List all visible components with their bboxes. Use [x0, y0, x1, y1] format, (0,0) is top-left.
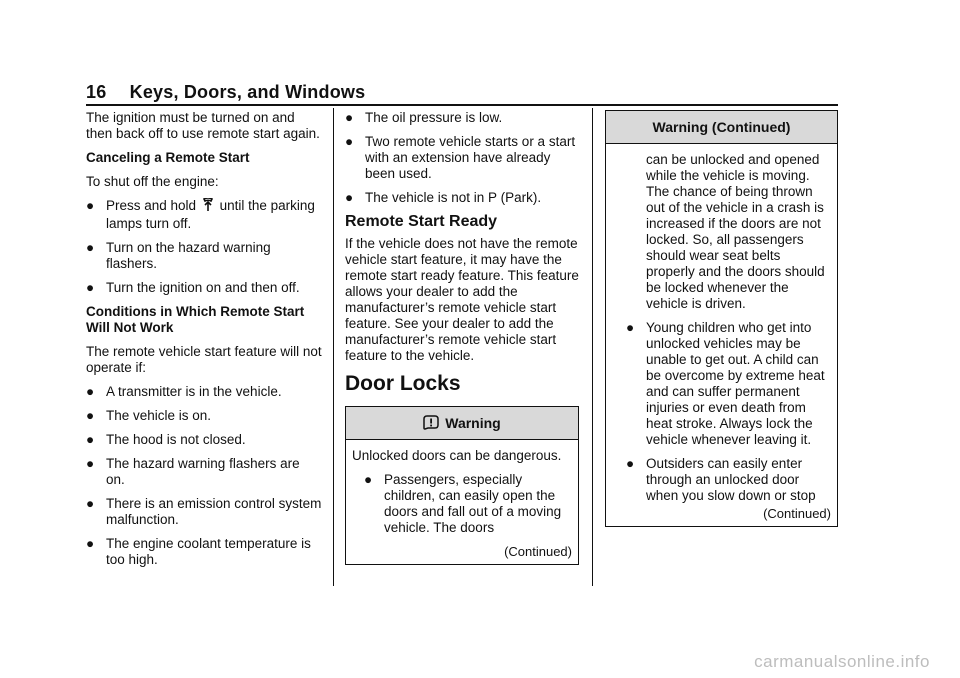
subheading-remote-start-ready: Remote Start Ready [345, 213, 498, 230]
list-item: ● A transmitter is in the vehicle. [86, 384, 282, 399]
column-divider-2 [592, 108, 593, 586]
warning-text: Unlocked doors can be dangerous. [352, 448, 562, 463]
column-3 [605, 110, 838, 527]
column-2 [345, 110, 579, 565]
watermark: carmanualsonline.info [754, 652, 930, 671]
bullet: ● [86, 198, 95, 213]
paragraph: If the vehicle does not have the remote vehicle start feature, it may have the remote start ready feature. This feature allows your dealer to add the manufacturer’s remote vehicle start feature. See your dealer to add the manufacturer’s remote vehicle start feature to the vehicle. [345, 236, 579, 363]
list-item: ● The engine coolant temperature is too high. [86, 536, 311, 567]
header-rule [86, 104, 838, 106]
list-item: ● The vehicle is on. [86, 408, 212, 423]
list-item: ● Young children who get into unlocked vehicles may be unable to get out. A child can be overcome by extreme heat and can suffer permanent injuries or even death from heat stroke. Always lock the vehicle whenever leaving it. [626, 320, 825, 447]
warning-header: Warning (Continued) [606, 111, 837, 144]
warning-body [606, 144, 837, 526]
list-item: ● Turn on the hazard warning flashers. [86, 240, 271, 271]
list-item: ● Outsiders can easily enter through an unlocked door when you slow down or stop [626, 456, 816, 503]
paragraph: The ignition must be turned on and then back off to use remote start again. [86, 110, 320, 141]
continued-label: (Continued) [763, 506, 831, 521]
warning-body [346, 440, 578, 564]
list-item: ● Turn the ignition on and then off. [86, 280, 300, 295]
remote-start-icon [202, 198, 214, 216]
section-heading-door-locks: Door Locks [345, 372, 461, 395]
list-item: ● The hazard warning flashers are on. [86, 456, 300, 487]
warning-icon [423, 410, 439, 442]
list-item: ● The oil pressure is low. [345, 110, 503, 125]
column-1 [86, 110, 322, 576]
subheading-canceling: Canceling a Remote Start [86, 150, 250, 165]
list-item: ● The hood is not closed. [86, 432, 246, 447]
list-item: ● Passengers, especially children, can easily open the doors and fall out of a moving vehicle. The doors [364, 472, 562, 535]
page-number: 16 [86, 82, 107, 102]
warning-box [345, 406, 579, 565]
list-item: ● Press and hold until the parking lamps turn off. [86, 198, 315, 231]
subheading-conditions: Conditions in Which Remote Start Will Not Work [86, 304, 305, 335]
list-item: ● The vehicle is not in P (Park). [345, 190, 542, 205]
warning-text: can be unlocked and opened while the vehicle is moving. The chance of being thrown out of the vehicle in a crash is increased if the doors are not locked. So, all passengers should wear seat belts properly and the doors should be locked whenever the vehicle is driven. [646, 152, 825, 311]
warning-header [346, 407, 578, 440]
page-header [86, 82, 365, 103]
paragraph: The remote vehicle start feature will not operate if: [86, 344, 322, 375]
paragraph: To shut off the engine: [86, 174, 219, 189]
warning-box-continued [605, 110, 838, 527]
continued-label: (Continued) [504, 544, 572, 559]
list-item: ● Two remote vehicle starts or a start with an extension have already been used. [345, 134, 576, 181]
column-divider-1 [333, 108, 334, 586]
warning-title: Warning [445, 415, 501, 431]
page-title: Keys, Doors, and Windows [129, 82, 366, 102]
list-item: ● There is an emission control system malfunction. [86, 496, 322, 527]
